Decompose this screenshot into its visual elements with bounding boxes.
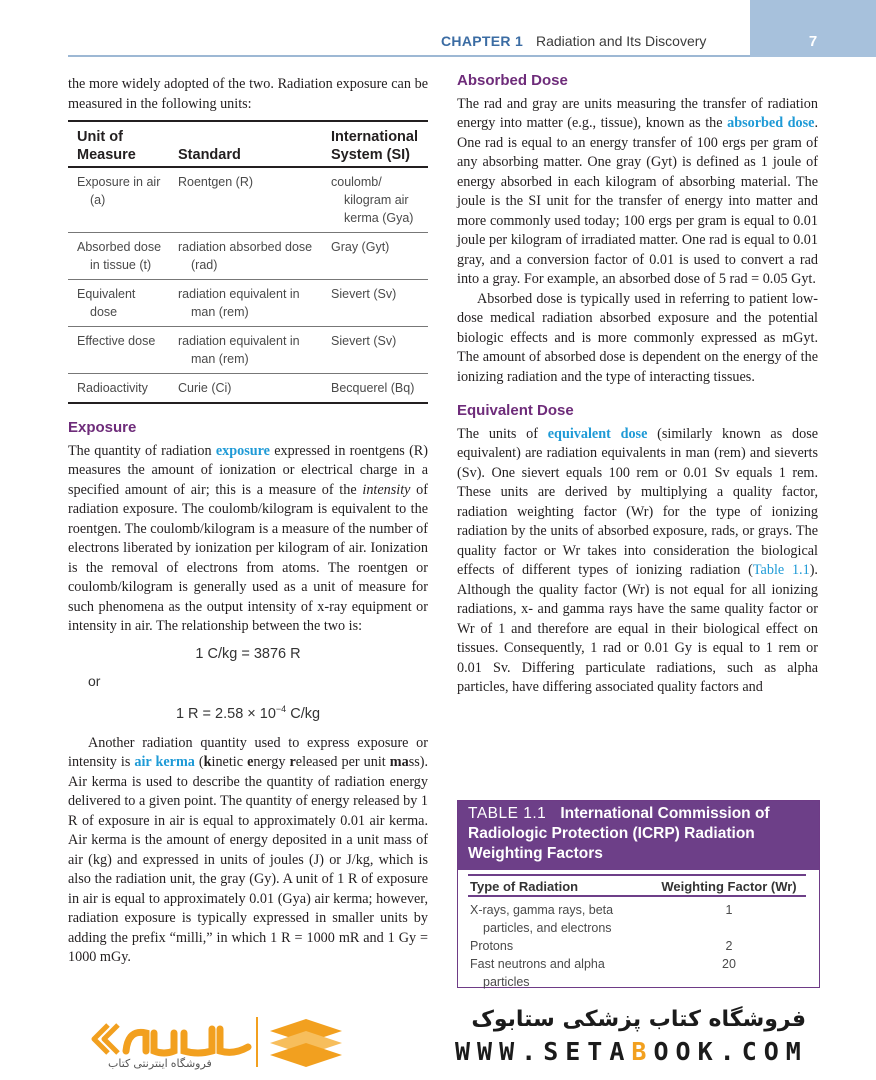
icrp-table [468,874,806,991]
table-row [68,280,428,327]
icrp-table-title [458,801,819,870]
table-cell: Radioactivity [77,381,148,395]
table-1-1-link[interactable]: Table 1.1 [752,562,810,578]
table-cell: Absorbed dose in tissue (t) [77,240,162,272]
table-row [468,896,806,937]
store-url[interactable]: WWW.SETABOOK.COM [455,1037,808,1066]
table-row [68,167,428,233]
units-table-header [68,121,428,167]
absorbed-dose-paragraph-2: Absorbed dose is typically used in referring to patient low-dose medical radiation absorbed exposure and the potential biologic effects and is more commonly expressed as mGyt. The amount of absorbed dose is dependent on the energy of the ionizing radiation and the type of interacting tissues. [457,290,818,385]
right-column [457,71,818,698]
icrp-table-box [457,800,820,988]
store-logo [88,1011,348,1073]
table-row [68,327,428,374]
logo-caption: فروشگاه اینترنتی کتاب [108,1058,212,1070]
table-cell: radiation equivalent in man (rem) [178,334,300,366]
icrp-table-header [468,875,806,896]
icrp-header-factor: Weighting Factor (Wr) [652,875,806,896]
units-table [68,120,428,404]
table-cell: radiation absorbed dose (rad) [178,240,313,272]
store-name: فروشگاه کتاب پزشکی ستابوک [471,1007,806,1032]
chapter-label: CHAPTER 1 [441,33,524,49]
air-kerma-paragraph: Another radiation quantity used to express exposure or intensity is air kerma (kinetic energy released per unit mass). Air kerma is used to describe the quantity of radiation energy delivered to a given point. The quantity of energy released by 1 R of exposure in air is equal to approximately 0.01 air kerma. Air kerma is the amount of energy deposited in a unit mass of air (kg) and expressed in units of joules (J) or J/kg, which is also the radiation unit, the gray (Gy). A unit of 1 R of exposure in air is equal to approximately 0.01 (Gya) air kerma; however, radiation exposure is typically expressed in smaller units by adding the prefix “milli,” in which 1 R = 1000 mR and 1 Gy = 1000 mGy. [68,734,429,966]
left-column [68,75,428,968]
units-header-unit: Unit of Measure [68,121,169,167]
table-cell: Effective dose [77,334,156,348]
icrp-table-caption: International Commission of Radiologic Protection (ICRP) Radiation Weighting Factors [468,805,770,862]
table-cell: Roentgen (R) [178,175,254,189]
intro-paragraph: the more widely adopted of the two. Radiation exposure can be measured in the following units: [68,76,428,112]
table-cell: Sievert (Sv) [331,334,397,348]
icrp-table-tag: TABLE 1.1 [468,805,547,822]
table-cell: radiation equivalent in man (rem) [178,287,300,319]
table-cell: 20 [722,957,736,971]
table-cell: Sievert (Sv) [331,287,397,301]
table-cell: 1 [725,903,733,917]
table-cell: coulomb/ kilogram air kerma (Gya) [331,175,414,225]
table-cell: Equivalent dose [77,287,136,319]
table-cell: Gray (Gyt) [331,240,390,254]
table-cell: Exposure in air (a) [77,175,161,207]
table-cell: Becquerel (Bq) [331,381,415,395]
equivalent-dose-heading: Equivalent Dose [457,402,574,419]
table-row [468,937,806,955]
exposure-paragraph: The quantity of radiation exposure expressed in roentgens (R) measures the amount of ionization or electrical charge in a specified amount of air; this is a measure of the intensity of radiation exposure. The coulomb/kilogram is equivalent to the roentgen. The coulomb/kilogram is a measure of the number of electrons liberated by ionization per kilogram of air. Ionization is the removal of electrons from atoms. The roentgen or coulomb/kilogram is generally used as a unit of measure for such phenomena as the output intensity of x-ray equipment or intensity in air. The relationship between the two is: [68,442,428,634]
table-cell: Protons [470,939,514,953]
table-cell: Fast neutrons and alpha particles [470,957,605,989]
exposure-heading: Exposure [68,419,137,436]
page-number: 7 [808,33,818,50]
air-kerma-keyword: air kerma [134,754,195,771]
absorbed-dose-heading: Absorbed Dose [457,72,568,89]
table-row [68,374,428,404]
absorbed-dose-paragraph: The rad and gray are units measuring the transfer of radiation energy into matter (e.g., tissue), known as the absorbed dose. One rad is equal to an energy transfer of 100 ergs per gram of any absorbing matter. One gray (Gyt) is defined as 1 joule of energy absorbed in each kilogram of absorbing material. The joule is the SI unit for the transfer of energy into matter and more commonly used today; 100 ergs per gram is equal to 0.01 joule per kilogram of irradiated matter. One rad is equal to 0.01 gray, and a conversion factor of 0.01 is used to convert a rad into a gray. For example, an absorbed dose of 5 rad = 0.05 Gyt. [457,95,818,287]
table-cell: X-rays, gamma rays, beta particles, and electrons [470,903,614,935]
absorbed-dose-keyword: absorbed dose [727,115,815,131]
units-header-si: International System (SI) [322,121,428,167]
table-cell: Curie (Ci) [178,381,232,395]
page-number-box [750,0,876,57]
formula-ckg: 1 C/kg = 3876 R [195,645,301,662]
formula-r: 1 $R = 2.58 \times 10^{-4}$ C/kg [175,703,321,722]
store-footer [0,995,876,1080]
formula-or: or [88,673,101,689]
icrp-header-type: Type of Radiation [468,875,652,896]
equivalent-dose-paragraph: The units of equivalent dose (similarly known as dose equivalent) are radiation equivalents in man (rem) and sieverts (Sv). One sievert equals 100 rem or 0.01 Sv equals 1 rem. These units are derived by multiplying a quality factor, radiation weighting factor (Wr) for the type of ionizing radiation by the units of absorbed exposure, rads, or grays. The quality factor or Wr takes into consideration the biological effects of different types of ionizing radiation (Table 1.1). Although the quality factor (Wr) is not equal for all ionizing radiations, x- and gamma rays have the same quality factor or Wr of 1 and therefore are equal in their biological effect on tissues. Consequently, 1 rad or 0.01 Gy is equal to 1 rem or 0.01 Sv. Differing particulate radiations, such as alpha particles, have differing associated quality factors and [457,425,819,695]
exposure-keyword: exposure [215,442,270,459]
page-header [0,0,876,57]
table-row [68,233,428,280]
units-header-standard: Standard [169,121,322,167]
equivalent-dose-keyword: equivalent dose [547,425,648,442]
table-cell: 2 [725,939,733,953]
chapter-title: Radiation and Its Discovery [536,33,707,49]
table-row [468,955,806,991]
